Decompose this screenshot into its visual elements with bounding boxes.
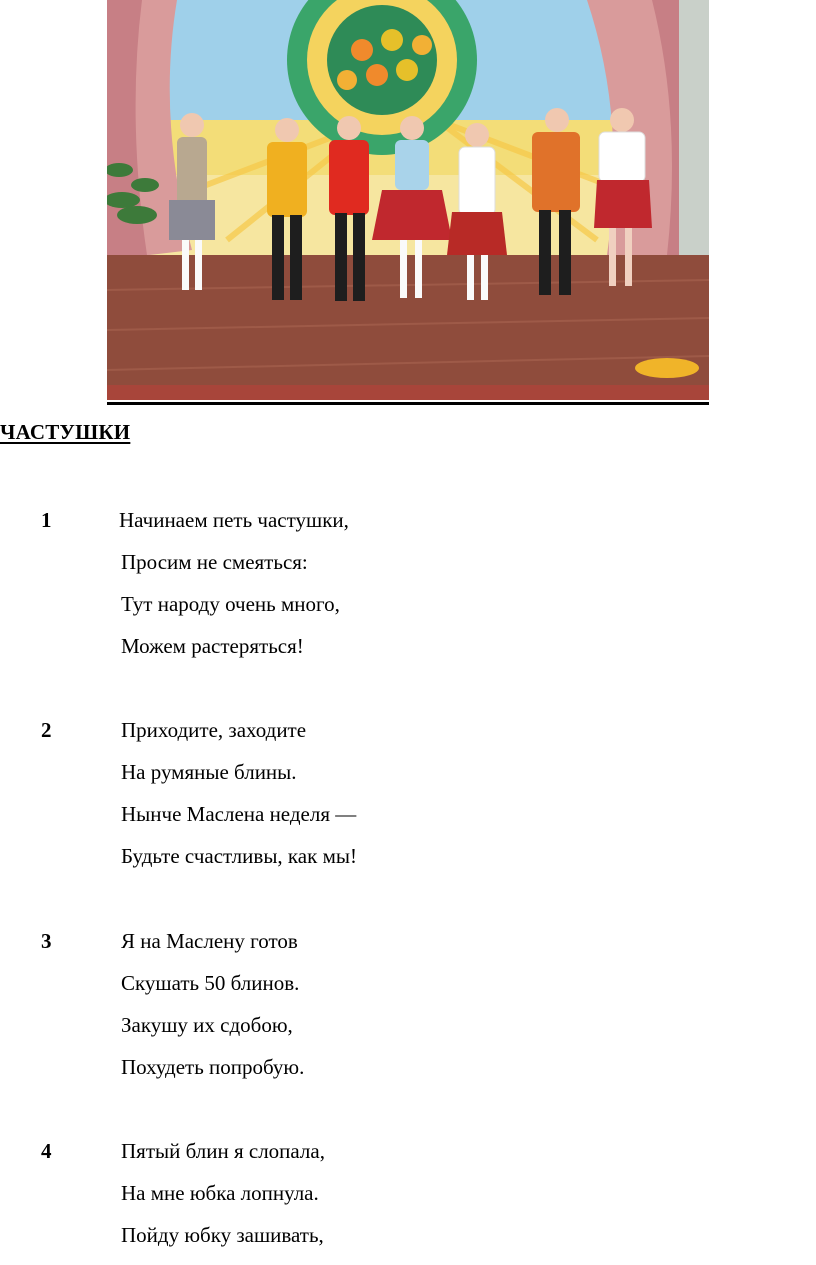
stage-photo-icon bbox=[107, 0, 709, 400]
verse-line: Приходите, заходите bbox=[121, 718, 307, 742]
verse-number: 4 bbox=[41, 1139, 52, 1163]
verse-line: Начинаем петь частушки, bbox=[119, 508, 349, 532]
verse-line: Можем растеряться! bbox=[121, 634, 304, 658]
verse-line: Пойду юбку зашивать, bbox=[121, 1223, 324, 1247]
verse-line: Будьте счастливы, как мы! bbox=[121, 844, 357, 868]
verse-line: Пятый блин я слопала, bbox=[121, 1139, 325, 1163]
verse-line: Нынче Маслена неделя — bbox=[121, 802, 357, 826]
photo-underline bbox=[107, 402, 709, 405]
verse-number: 1 bbox=[41, 508, 52, 532]
verse-number: 3 bbox=[41, 929, 52, 953]
verse-line: Я на Маслену готов bbox=[121, 929, 298, 953]
verse-number: 2 bbox=[41, 718, 52, 742]
verse-line: Закушу их сдобою, bbox=[121, 1013, 293, 1037]
verse-line: Просим не смеяться: bbox=[121, 550, 308, 574]
stage-photo bbox=[107, 0, 709, 400]
verse-line: На румяные блины. bbox=[121, 760, 297, 784]
verse-line: На мне юбка лопнула. bbox=[121, 1181, 319, 1205]
verse-line: Скушать 50 блинов. bbox=[121, 971, 300, 995]
verse-line: Похудеть попробую. bbox=[121, 1055, 305, 1079]
verse-line: Тут народу очень много, bbox=[121, 592, 340, 616]
page-title: ЧАСТУШКИ bbox=[0, 420, 131, 444]
